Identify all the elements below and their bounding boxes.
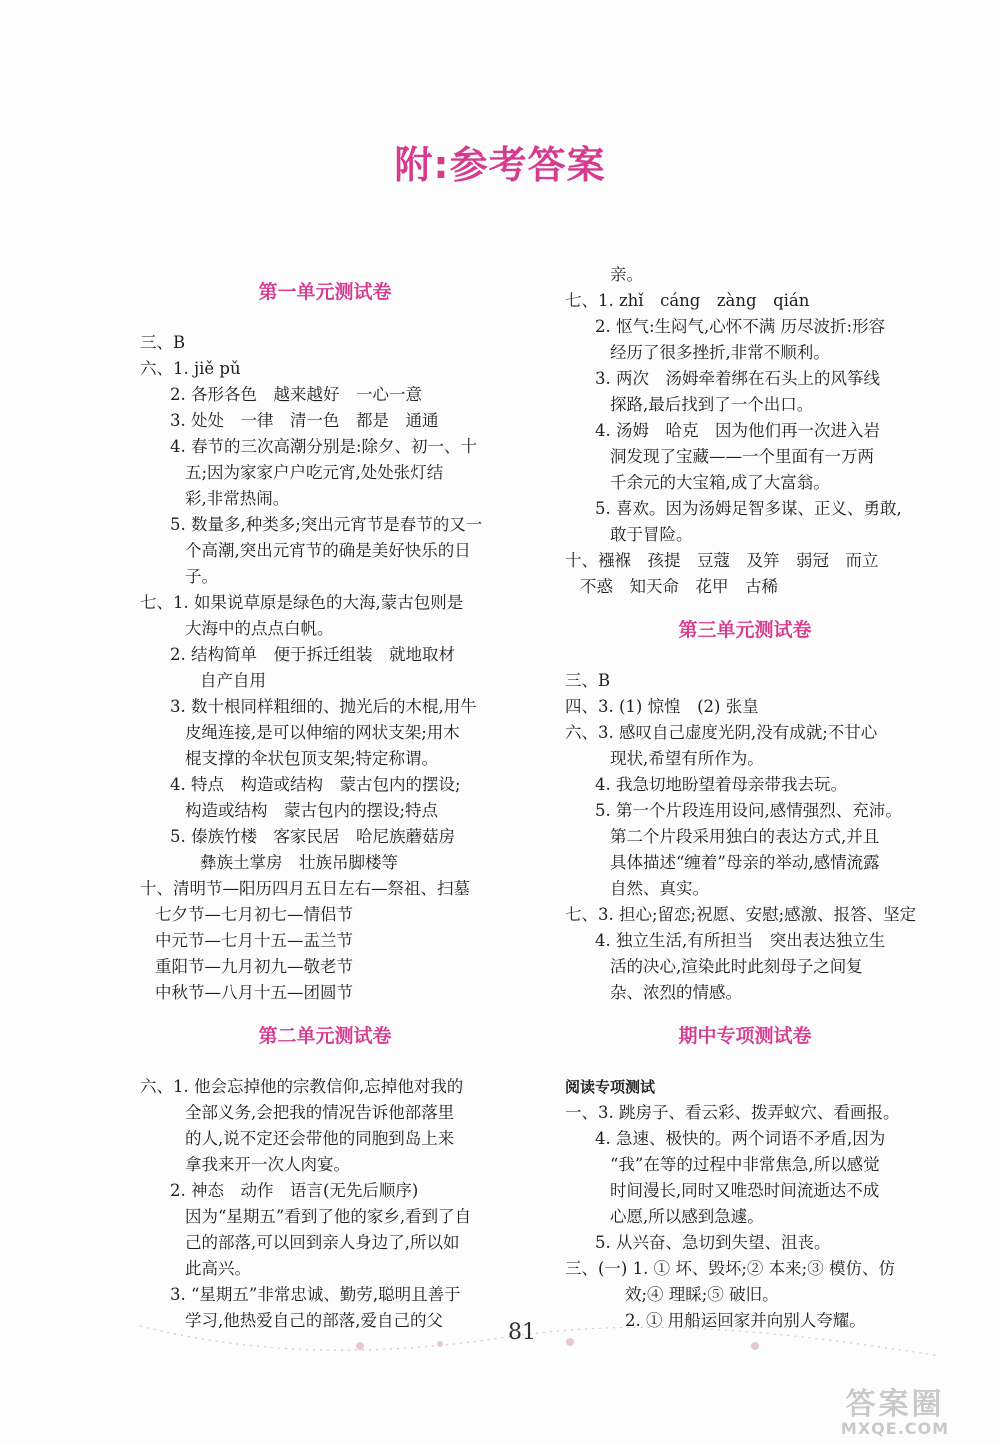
answer-line: 5. 从兴奋、急切到失望、沮丧。 [595,1233,831,1252]
section-heading: 期中专项测试卷 [678,1025,812,1047]
left-column [140,262,510,1334]
page-title: 附:参考答案 [394,143,606,187]
page-number: 81 [508,1320,536,1345]
answer-line: 己的部落,可以回到亲人身边了,所以如 [185,1233,460,1252]
answer-line: 彝族土掌房 壮族吊脚楼等 [200,853,398,872]
answer-line: 一、3. 跳房子、看云彩、拨弄蚁穴、看画报。 [565,1103,900,1122]
watermark-logo: 答案圈 [845,1387,945,1422]
answer-line: 不惑 知天命 花甲 古稀 [580,577,778,596]
section-heading: 第三单元测试卷 [678,619,812,641]
answer-line: 因为“星期五”看到了他的家乡,看到了自 [185,1207,472,1226]
answer-line: 5. 喜欢。因为汤姆足智多谋、正义、勇敢, [595,499,902,518]
answer-line: 2. 结构简单 便于拆迁组装 就地取材 [170,645,455,664]
answer-line: 七、1. zhǐ cáng zàng qián [565,291,810,310]
answer-line: 2. ① 用船运回家并向别人夸耀。 [625,1311,866,1330]
right-column [565,262,925,1334]
answer-line: 六、1. 他会忘掉他的宗教信仰,忘掉他对我的 [140,1077,464,1096]
answer-line: 三、B [140,333,186,352]
subsection-label: 阅读专项测试 [565,1078,656,1096]
answer-line: 十、襁褓 孩提 豆蔻 及笄 弱冠 而立 [565,551,879,570]
footer-dot-icon [566,1338,574,1346]
footer-wave-line [140,1326,940,1356]
answer-line: 学习,他热爱自己的部落,爱自己的父 [185,1311,443,1330]
answer-line: 3. “星期五”非常忠诚、勤劳,聪明且善于 [170,1285,461,1304]
answer-line: 效;④ 理睬;⑤ 破旧。 [625,1285,779,1304]
answer-line: 4. 特点 构造或结构 蒙古包内的摆设; [170,775,461,794]
answer-line: 敢于冒险。 [610,525,693,544]
answer-line: 经历了很多挫折,非常不顺利。 [610,343,830,362]
answer-line: 七、1. 如果说草原是绿色的大海,蒙古包则是 [140,593,464,612]
footer-dot-icon [356,1342,364,1350]
watermark-url: MXQE.COM [840,1419,950,1438]
answer-line: 中秋节—八月十五—团圆节 [155,983,353,1002]
answer-line: 3. 两次 汤姆牵着绑在石头上的风筝线 [595,369,880,388]
answer-line: 中元节—七月十五—盂兰节 [155,931,353,950]
answer-line: 自然、真实。 [610,879,709,898]
answer-line: 2. 各形各色 越来越好 一心一意 [170,385,422,404]
answer-line: 重阳节—九月初九—敬老节 [155,957,353,976]
answer-line: 彩,非常热闹。 [185,489,290,508]
answer-line: 皮绳连接,是可以伸缩的网状支架;用木 [185,723,460,742]
answer-line: 七、3. 担心;留恋;祝愿、安慰;感激、报答、坚定 [565,905,917,924]
answer-line: 的人,说不定还会带他的同胞到岛上来 [185,1129,455,1148]
answer-line: 探路,最后找到了一个出口。 [610,395,814,414]
answer-line: 5. 第一个片段连用设问,感情强烈、充沛。 [595,801,902,820]
answer-line: 4. 独立生活,有所担当 突出表达独立生 [595,931,886,950]
footer-ornament [140,1316,940,1366]
answer-line: 此高兴。 [185,1259,251,1278]
answer-line: 棍支撑的伞状包顶支架;特定称谓。 [185,749,439,768]
answer-line: 五;因为家家户户吃元宵,处处张灯结 [185,463,444,482]
answer-line: 三、(一) 1. ① 坏、毁坏;② 本来;③ 模仿、仿 [565,1259,895,1278]
answer-line: 六、1. jiě pǔ [140,359,241,378]
answer-line: 杂、浓烈的情感。 [610,983,742,1002]
answer-line: 心愿,所以感到急遽。 [610,1207,764,1226]
answer-line: 大海中的点点白帆。 [185,619,334,638]
answer-line: 5. 数量多,种类多;突出元宵节是春节的又一 [170,515,483,534]
answer-line: 第二个片段采用独白的表达方式,并且 [610,827,880,846]
answer-line: 个高潮,突出元宵节的确是美好快乐的日 [185,541,471,560]
answer-line: 具体描述“缠着”母亲的举动,感情流露 [610,853,880,872]
answer-line: 3. 处处 一律 清一色 都是 通通 [170,411,439,430]
watermark [810,1387,980,1438]
answer-line: 现状,希望有所作为。 [610,749,764,768]
section-heading: 第一单元测试卷 [258,281,392,303]
answer-line: 4. 春节的三次高潮分别是:除夕、初一、十 [170,437,478,456]
answer-line: 构造或结构 蒙古包内的摆设;特点 [185,801,439,820]
section-heading: 第二单元测试卷 [258,1025,392,1047]
answer-line: 拿我来开一次人肉宴。 [185,1155,350,1174]
answer-line: 千余元的大宝箱,成了大富翁。 [610,473,830,492]
footer-dot-icon [437,1341,443,1347]
answer-line: 4. 急速、极快的。两个词语不矛盾,因为 [595,1129,886,1148]
answer-line: 2. 怄气:生闷气,心怀不满 历尽波折:形容 [595,317,886,336]
answer-line: 四、3. (1) 惊惶 (2) 张皇 [565,697,759,716]
answer-line: 全部义务,会把我的情况告诉他部落里 [185,1103,455,1122]
answer-line: 4. 我急切地盼望着母亲带我去玩。 [595,775,847,794]
answer-line: 子。 [185,567,218,586]
answer-line: 5. 傣族竹楼 客家民居 哈尼族蘑菇房 [170,827,455,846]
answer-line: 时间漫长,同时又唯恐时间流逝达不成 [610,1181,880,1200]
answer-line: 自产自用 [200,671,266,690]
answer-line: 三、B [565,671,611,690]
answer-line: 六、3. 感叹自己虚度光阴,没有成就;不甘心 [565,723,878,742]
answer-line: 2. 神态 动作 语言(无先后顺序) [170,1181,419,1200]
answer-line: 活的决心,渲染此时此刻母子之间复 [610,957,863,976]
answer-line: 4. 汤姆 哈克 因为他们再一次进入岩 [595,421,880,440]
answer-line: “我”在等的过程中非常焦急,所以感觉 [610,1155,880,1174]
answer-line: 十、清明节—阳历四月五日左右—祭祖、扫墓 [140,879,470,898]
answer-line: 亲。 [610,265,643,284]
answer-line: 3. 数十根同样粗细的、抛光后的木棍,用牛 [170,697,477,716]
answer-line: 七夕节—七月初七—情侣节 [155,905,353,924]
answer-line: 洞发现了宝藏——一个里面有一万两 [610,447,874,466]
footer-dot-icon [751,1342,759,1350]
